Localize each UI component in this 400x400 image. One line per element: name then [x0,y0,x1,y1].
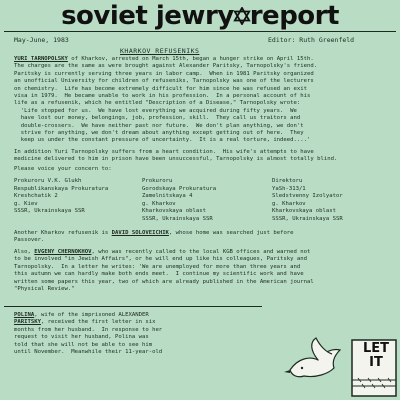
paragraph-tarnopolsky: YURI TARNOPOLSKY of Kharkov, arrested on March 15th, began a hunger strike on April 15th. The charges are the same as were brought against Alexander Paritsky, Tarnopolsky's friend. Paritsky is currently serving three years in labor camp. When in 1981 Paritsky organized an unofficial University for children of refuseniks, Tarnopolsky was one of the lecturers on chemistry. Life has become extremely difficult for him since he was refused an exit visa in 1979. He became unable to work in his profession. In a personal account of his life as a refusenik, which he entitled "Description of a Disease," Tarnopolsky wrote: 'Life stopped for us. We have lost everything we acquired during fifty years. We have lost our money, belongings, job, profession, skill. They call us traitors and double-crossers. We have neither past nor future. We don't plan anything, we don't strive for anything, we don't dream about anything except getting out of here. They keep us under the constant pressure of uncertainty. It is a real torture, indeed....' [14,56,318,144]
person-name: YURI TARNOPOLSKY [14,56,68,62]
section-heading: KHARKOV REFUSENIKS [120,47,200,55]
paragraph-chernokhov: Also, EVGENY CHERNOKHOV, who was recently called to the local KGB offices and warned not to be involved "in Jewish Affairs", or he will end up like his colleagues, Paritsky and Tarnopolsky. In a letter he writes: 'We are unemployed for more than three years and this autumn we can hardly make both ends meet. I continue my scientific work and have written some papers this year, two of which are already published in the American journal "Physical Review." [14,249,314,293]
call-to-action: Please voice your concern to: [14,166,112,172]
issue-date: May-June, 1983 [14,36,69,44]
address-izolyator: Direktoru YaSh-313/1 Sledstvenny Izolyator g. Kharkov Kharkovskaya oblast SSSR, Ukrainskaya SSR [272,178,343,222]
address-kharkov-prokuratura: Prokuroru Gorodskaya Prokuratura Zamelnitskaya 4 g. Kharkov Kharkovskaya oblast SSSR, Ukrainskaya SSR [142,178,217,222]
poster-slogan: LET IT [362,341,390,370]
person-name: POLINA [14,312,35,318]
person-name: DAVID SOLOVEICHIK [111,230,169,236]
masthead-rule [4,31,396,32]
masthead [4,0,396,30]
let-my-people-go-poster [280,330,400,400]
person-name: PARITSKY [14,319,41,326]
paragraph-soloveichik: Another Kharkov refusenik is DAVID SOLOVEICHIK, whose home was searched just before Passover. [14,230,294,244]
paragraph-paritsky: POLINA, wife of the imprisoned ALEXANDER PARITSKY, received the first letter in six months from her husband. In response to her request to visit her husband, Polina was told that she will not be able to see him until November. Meanwhile their 11-year-old [14,312,163,356]
masthead-title: soviet jewry [61,1,234,31]
editor-credit: Editor: Ruth Greenfeld [268,36,355,44]
address-kiev: Prokuroru V.K. Glukh Respublikanskaya Prokuratura Kreshchatik 2 g. Kiev SSSR, Ukrainskaya SSR [14,178,109,215]
paragraph-medical: In addition Yuri Tarnopolsky suffers from a heart condition. His wife's attempts to have medicine delivered to him in prison have been unsuccessful, Tarnopolsky is almost totally blind. [14,149,338,163]
person-name: EVGENY CHERNOKHOV [34,249,92,255]
star-of-david-icon [233,7,251,25]
section-divider [4,306,262,307]
masthead-title-end: report [249,1,339,31]
